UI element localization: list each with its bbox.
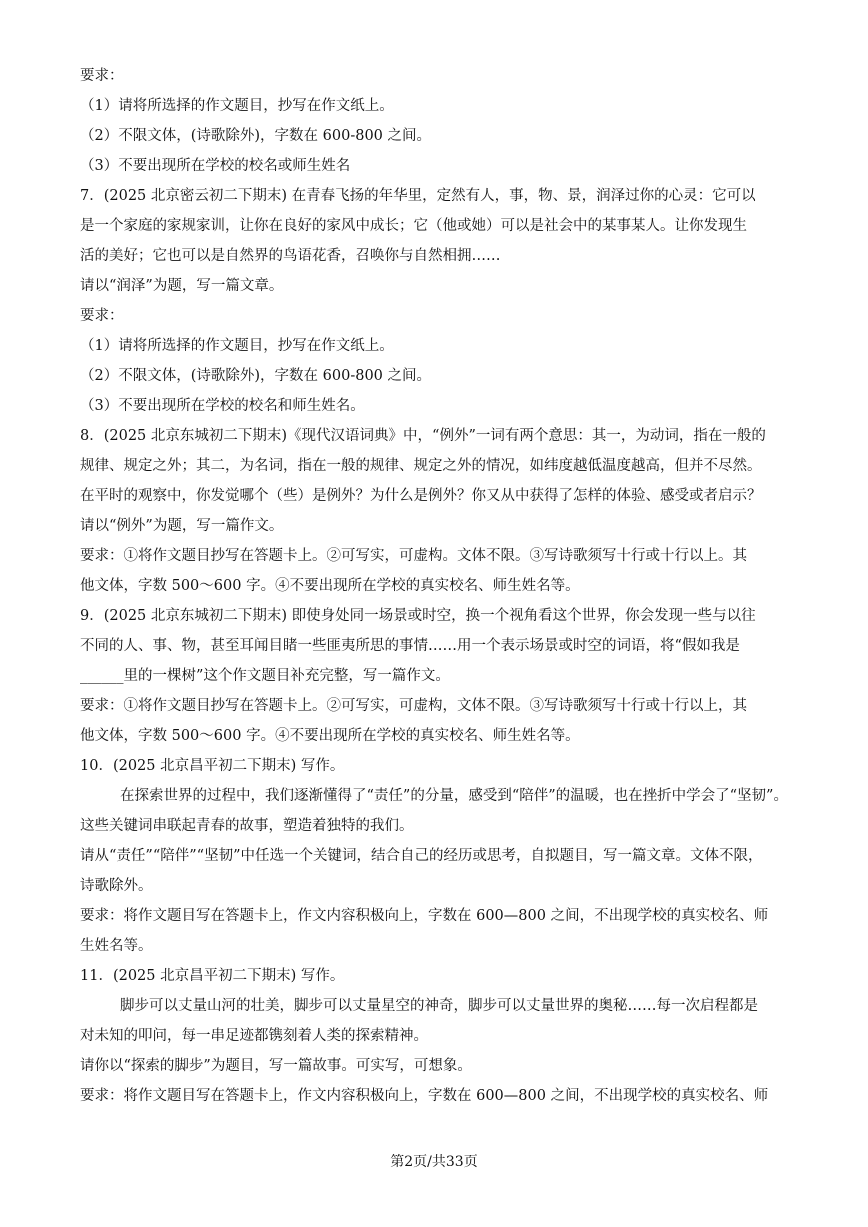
- text-line: 这些关键词串联起青春的故事，塑造着独特的我们。: [80, 818, 414, 834]
- text-line: 规律、规定之外；其二，为名词，指在一般的规律、规定之外的情况，如纬度越低温度越高，但并不尽然。: [80, 458, 762, 474]
- text-line: 对未知的叩问，每一串足迹都镌刻着人类的探索精神。: [80, 1028, 428, 1044]
- text-line: 是一个家庭的家规家训，让你在良好的家风中成长；它（他或她）可以是社会中的某事某人。让你发现生: [80, 218, 747, 234]
- text-line: 请从“责任”“陪伴”“坚韧”中任选一个关键词，结合自己的经历或思考，自拟题目，写一篇文章。文体不限，: [80, 848, 763, 864]
- text-line: （2）不限文体，(诗歌除外)，字数在 600-800 之间。: [80, 368, 432, 384]
- text-line: 脚步可以丈量山河的壮美，脚步可以丈量星空的神奇，脚步可以丈量世界的奥秘……每一次启程都是: [120, 998, 758, 1014]
- text-line: 活的美好；它也可以是自然界的鸟语花香，召唤你与自然相拥……: [80, 248, 501, 264]
- question-10-heading: 10．(2025 北京昌平初二下期末) 写作。: [80, 758, 345, 774]
- text-line: （2）不限文体，(诗歌除外)，字数在 600-800 之间。: [80, 128, 432, 144]
- question-8-heading: 8．(2025 北京东城初二下期末)《现代汉语词典》中，“例外”一词有两个意思：其一，为动词，指在一般的: [80, 428, 766, 444]
- question-7-heading: 7．(2025 北京密云初二下期末) 在青春飞扬的年华里，定然有人，事，物、景，润泽过你的心灵：它可以: [80, 188, 756, 204]
- text-line: 请你以“探索的脚步”为题目，写一篇故事。可实写，可想象。: [80, 1058, 472, 1074]
- text-line: 不同的人、事、物，甚至耳闻目睹一些匪夷所思的事情……用一个表示场景或时空的词语，将“假如我是: [80, 638, 740, 654]
- text-line: ______里的一棵树”这个作文题目补充完整，写一篇作文。: [80, 668, 450, 684]
- text-line: （3）不要出现所在学校的校名和师生姓名。: [80, 398, 365, 414]
- question-11-heading: 11．(2025 北京昌平初二下期末) 写作。: [80, 968, 345, 984]
- text-line: 要求：①将作文题目抄写在答题卡上。②可写实，可虚构，文体不限。③写诗歌须写十行或十行以上，其: [80, 698, 747, 714]
- text-line: 要求：将作文题目写在答题卡上，作文内容积极向上，字数在 600—800 之间，不出现学校的真实校名、师: [80, 908, 769, 924]
- text-line: （1）请将所选择的作文题目，抄写在作文纸上。: [80, 98, 394, 114]
- text-line: 他文体，字数 500～600 字。④不要出现所在学校的真实校名、师生姓名等。: [80, 578, 580, 594]
- text-line: 请以“例外”为题，写一篇作文。: [80, 518, 284, 534]
- page-number: 第2页/共33页: [390, 1154, 478, 1170]
- text-line: 要求：: [80, 68, 124, 84]
- text-line: 他文体，字数 500～600 字。④不要出现所在学校的真实校名、师生姓名等。: [80, 728, 580, 744]
- question-9-heading: 9．(2025 北京东城初二下期末) 即使身处同一场景或时空，换一个视角看这个世界，你会发现一些与以往: [80, 608, 756, 624]
- text-line: 在平时的观察中，你发觉哪个（些）是例外？为什么是例外？你又从中获得了怎样的体验、感受或者启示？: [80, 488, 762, 504]
- text-line: （1）请将所选择的作文题目，抄写在作文纸上。: [80, 338, 394, 354]
- text-line: 要求：: [80, 308, 124, 324]
- text-line: 诗歌除外。: [80, 878, 153, 894]
- text-line: 请以“润泽”为题，写一篇文章。: [80, 278, 284, 294]
- text-line: 在探索世界的过程中，我们逐渐懂得了“责任”的分量，感受到“陪伴”的温暖，也在挫折中学会了“坚韧”。: [120, 788, 788, 804]
- text-line: 生姓名等。: [80, 938, 153, 954]
- text-line: （3）不要出现所在学校的校名或师生姓名: [80, 158, 351, 174]
- text-line: 要求：将作文题目写在答题卡上，作文内容积极向上，字数在 600—800 之间，不出现学校的真实校名、师: [80, 1088, 769, 1104]
- text-line: 要求：①将作文题目抄写在答题卡上。②可写实，可虚构。文体不限。③写诗歌须写十行或十行以上。其: [80, 548, 747, 564]
